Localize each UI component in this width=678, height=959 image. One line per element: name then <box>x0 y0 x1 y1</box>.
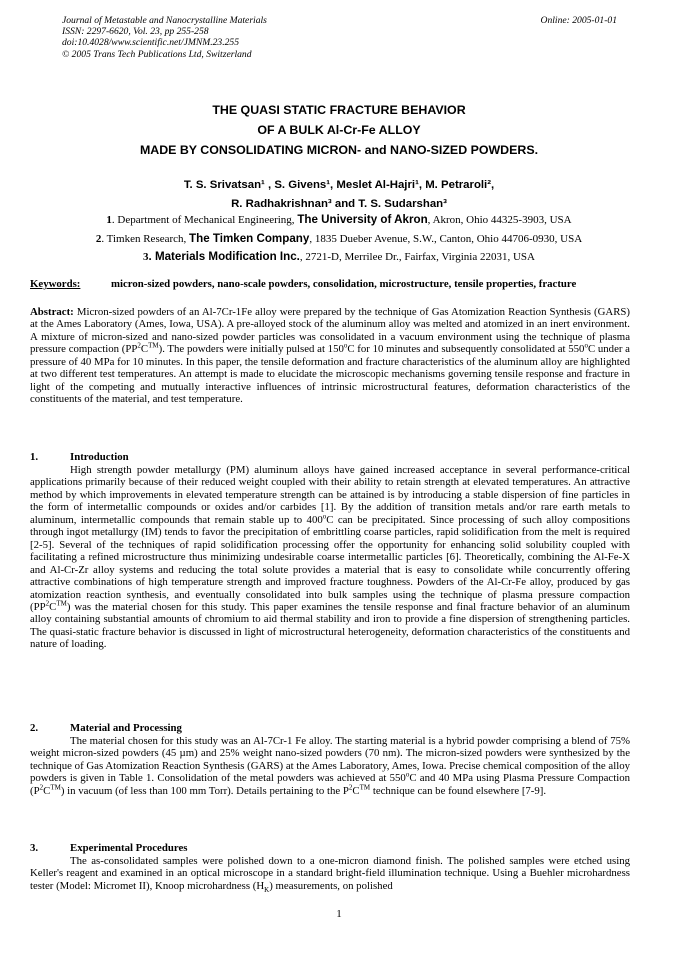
tm-mark: TM <box>56 599 67 608</box>
p2c-p: P <box>39 600 46 613</box>
degree-mark: o <box>584 341 588 350</box>
section-number: 3. <box>30 842 39 854</box>
p2c-c: C <box>43 784 51 797</box>
affiliation-number: 2 <box>95 232 102 245</box>
author-list <box>0 176 678 214</box>
tm-mark: TM <box>148 341 159 350</box>
online-date: Online: 2005-01-01 <box>540 15 617 26</box>
journal-header <box>62 15 617 60</box>
section-heading-material <box>30 722 630 734</box>
affiliation-dept: . Department of Mechanical Engineering, <box>111 214 298 226</box>
p2c-sup: 2 <box>39 783 44 792</box>
p2c-c: C <box>140 343 149 356</box>
abstract <box>30 306 630 406</box>
section-title: Experimental Procedures <box>70 842 188 854</box>
affiliation-3 <box>0 248 678 267</box>
degree-mark: o <box>322 512 327 521</box>
issn-line: ISSN: 2297-6620, Vol. 23, pp 255-258 <box>62 26 209 38</box>
copyright-line: © 2005 Trans Tech Publications Ltd, Switzerland <box>62 48 252 60</box>
p2c-sup: 2 <box>45 599 50 608</box>
affiliation-org: . Materials Modification Inc. <box>148 250 300 263</box>
paragraph-text: ) was the material chosen for this study. This paper examines the tensile response and final fracture behavior of an aluminum alloy containing substantial amounts of chromium to aid thermal stability and iron to provide a fine dispersion of strengthening particles. The quasi-static fracture behavior is discussed in light of microstructural heterogeneity, deformation characteristics of the constituents and nature of loading. <box>30 600 630 651</box>
subscript-k: K <box>264 886 270 895</box>
authors-line-2: R. Radhakrishnan³ and T. S. Sudarshan³ <box>231 198 447 210</box>
affiliation-address: , Akron, Ohio 44325-3903, USA <box>427 214 572 226</box>
keywords-text: micron-sized powders, nano-scale powders, consolidation, microstructure, tensile properties, fracture <box>111 278 577 290</box>
section-heading-introduction <box>30 451 630 463</box>
degree-mark: o <box>343 341 348 350</box>
p2c-c: C <box>352 784 360 797</box>
paragraph-text: C and 40 MPa using Plasma Pressure Compaction (P <box>30 772 630 797</box>
experimental-body <box>30 855 630 895</box>
paragraph-text: The material chosen for this study was an Al-7Cr-1 Fe alloy. The starting material is a hybrid powder comprising a blend of 75% weight micron-sized powders (45 µm) and 25% weight nano-sized powders (70 nm). The micron-sized powders were synthesized by the technique of Gas Atomization Reaction Synthesis (GARS) at the Ames Laboratory, Ames, Iowa. Precise chemical composition of the alloy powders is given in Table 1. Consolidation of the metal powders was achieved at 550 <box>30 735 630 785</box>
paragraph-text: The as-consolidated samples were polished down to a one-micron diamond finish. The polished samples were etched using Keller's reagent and examined in an optical microscope in a standard bright-field illumination technique. Using a Buehler microhardness tester (Model: Micromet II), Knoop microhardness (H <box>30 855 630 892</box>
section-number: 2. <box>30 722 39 734</box>
affiliation-number: 3 <box>143 251 149 263</box>
tm-mark: TM <box>50 783 61 792</box>
paper-title <box>0 100 678 160</box>
paragraph-text: ) measurements, on polished <box>269 879 393 892</box>
keywords <box>30 278 630 290</box>
affiliation-dept: . Timken Research, <box>101 232 190 245</box>
tm-mark: TM <box>359 783 371 792</box>
affiliation-1 <box>0 211 678 230</box>
doi-line: doi:10.4028/www.scientific.net/JMNM.23.255 <box>62 37 240 49</box>
paragraph-text: ) in vacuum (of less than 100 mm Torr). Details pertaining to the P <box>60 784 349 797</box>
abstract-text: C for 10 minutes and subsequently consolidated at 550 <box>347 343 585 356</box>
section-heading-experimental <box>30 842 630 854</box>
abstract-text: ). The powders were initially pulsed at 150 <box>158 343 344 356</box>
affiliations <box>0 211 678 267</box>
affiliation-org: The Timken Company <box>189 231 310 245</box>
affiliation-address: , 1835 Dueber Avenue, S.W., Canton, Ohio 44706-0930, USA <box>309 232 583 245</box>
paragraph-text: C can be precipitated. Since processing of such alloy compositions through ingot metallurgy (IM) tends to favor the precipitation of embrittling coarse particles, rapid solidification from the melt is required [2-5]. Several of the techniques of rapid solidification processing offer the opportunity for enhancing solid solubility coupled with facilitating a refined microstructure thus minimizing undesirable coarse intermetallic particles [6]. Theoretically, combining the Al-Fe-X and Al-Cr-Zr alloy systems and reducing the total solute provides a material that is easy to consolidate while concurrently offering attractive combinations of high temperature strength and improved fracture toughness. Powders of the Al-Cr-Fe alloy, produced by gas atomization reaction synthesis, and eventually consolidated into bulk samples using the technique of plasma pressure compaction (P <box>30 513 630 613</box>
abstract-text: Micron-sized powders of an Al-7Cr-1Fe alloy were prepared by the technique of Gas Atomization Reaction Synthesis (GARS) at the Ames Laboratory (Ames, Iowa, USA). A pre-alloyed stock of the aluminum alloy was melted and atomized in an inert environment. A mixture of micron-sized and nano-sized powder particles was consolidated in a vacuum environment using the technique of plasma pressure compaction (P <box>30 306 630 356</box>
material-body <box>30 735 630 797</box>
title-line-1: THE QUASI STATIC FRACTURE BEHAVIOR <box>212 103 466 117</box>
affiliation-address: , 2721-D, Merrilee Dr., Fairfax, Virginia 22031, USA <box>299 251 535 263</box>
paragraph-text: technique can be found elsewhere [7-9]. <box>370 784 547 797</box>
title-line-3: MADE BY CONSOLIDATING MICRON- and NANO-SIZED POWDERS. <box>139 143 539 157</box>
section-title: Introduction <box>70 451 129 463</box>
section-title: Material and Processing <box>70 722 182 734</box>
paragraph-text: High strength powder metallurgy (PM) aluminum alloys have gained increased acceptance in several performance-critical applications primarily because of their reduced weight coupled with their ability to retain strength at elevated temperatures. An attractive method by which improvements in elevated temperature strength can be attained is by introducing a stable dispersion of fine particles in the form of intermetallic compounds or oxides and/or carbides [1]. By the addition of transition metals and/or rare earth metals to aluminum, intermetallic compounds that remain stable up to 400 <box>30 464 630 526</box>
authors-line-1: T. S. Srivatsan¹ , S. Givens¹, Meslet Al-Hajri¹, M. Petraroli², <box>183 179 495 191</box>
keywords-label: Keywords: <box>30 278 81 290</box>
introduction-body <box>30 464 630 651</box>
section-number: 1. <box>30 451 39 463</box>
abstract-label: Abstract: <box>30 306 74 318</box>
p2c-sup: 2 <box>137 341 141 350</box>
affiliation-2 <box>0 230 678 249</box>
affiliation-org: The University of Akron <box>297 213 428 226</box>
degree-mark: o <box>405 770 410 779</box>
page-number: 1 <box>336 908 342 920</box>
title-line-2: OF A BULK Al-Cr-Fe ALLOY <box>257 123 421 137</box>
p2c-p: P <box>131 343 138 356</box>
p2c-sup: 2 <box>348 783 353 792</box>
journal-name: Journal of Metastable and Nanocrystalline Materials <box>62 15 267 26</box>
p2c-c: C <box>49 600 57 613</box>
abstract-text: C under a pressure of 40 MPa for 10 minutes. In this paper, the tensile deformation and fracture characteristics of the aluminum alloy are highlighted at two different test temperatures. An attempt is made to elucidate the microscopic mechanisms governing tensile response and fracture in light of the competing and mutually interactive influences of intrinsic microstructural features, deformation characteristics of the constituents of the material, and test temperature. <box>30 343 630 406</box>
affiliation-number: 1 <box>106 214 112 226</box>
